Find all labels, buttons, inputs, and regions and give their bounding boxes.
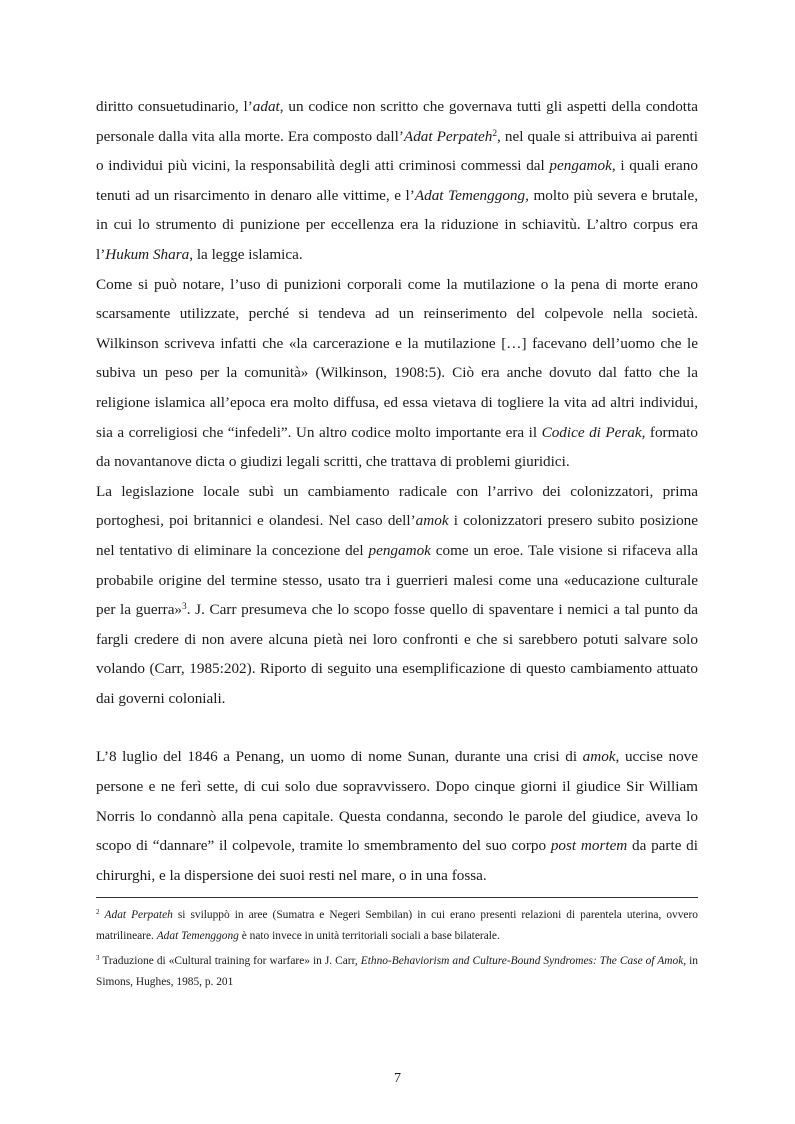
text-run: , in Simons, Hughes, 1985, p. 201: [96, 955, 699, 988]
text-run: da parte di chirurghi, e la dispersione dei suoi resti nel mare, o in una fossa.: [96, 837, 698, 884]
paragraph: [96, 742, 698, 890]
italic-text: Adat Temenggong,: [414, 186, 529, 204]
text-run: Traduzione di «Cultural training for warfare» in J. Carr,: [99, 955, 361, 967]
italic-text: Hukum Shara: [105, 245, 190, 263]
text-run: , formato da novantanove dicta o giudizi legali scritti, che trattava di problemi giuridici.: [96, 423, 698, 471]
text-run: Come si può notare, l’uso di punizioni corporali come la mutilazione o la pena di morte erano scarsamente utilizzate, perché si tendeva ad un reinserimento del colpevole nella società. Wilkinson scriveva infatti che «la carcerazione e la mutilazione […] facevano dell’uomo che le subiva un peso per la comunità» (Wilkinson, 1908:5). Ciò era anche dovuto dal fatto che la religione islamica all’epoca era molto diffusa, ed essa vietava di togliere la vita ad altri individui, sia a correligiosi che “infedeli”. Un altro codice molto importante era il: [96, 275, 698, 441]
text-run: , un codice non scritto che governava tutti gli aspetti della condotta personale dalla vita alla morte. Era composto dall’: [96, 98, 698, 145]
text-run: L’8 luglio del 1846 a Penang, un uomo di nome Sunan, durante una crisi di: [96, 748, 583, 766]
footnote-2: [96, 905, 698, 947]
italic-text: post mortem: [550, 837, 628, 855]
text-run: , uccise nove persone e ne ferì sette, di cui solo due sopravvissero. Dopo cinque giorni il giudice Sir William Norris lo condannò alla pena capitale. Questa condanna, secondo le parole del giudice, aveva lo scopo di “dannare” il colpevole, tramite lo smembramento del suo corpo: [96, 748, 699, 855]
italic-text: amok: [582, 748, 616, 766]
body-text: [96, 92, 698, 890]
italic-text: Codice di Perak: [541, 423, 642, 441]
italic-text: adat: [252, 98, 280, 115]
footnote-marker: 2: [96, 908, 100, 917]
text-run: , nel quale si attribuiva ai parenti o individui più vicini, la responsabilità degli atti criminosi commessi dal: [96, 127, 699, 175]
text-run: . J. Carr presumeva che lo scopo fosse quello di spaventare i nemici a tal punto da fargli credere di non avere alcuna pietà nei loro confronti e che si sarebbero potuti salvare solo volando (Carr, 1985:202). Riporto di seguito una esemplificazione di questo cambiamento attuato dai governi coloniali.: [96, 601, 698, 707]
page-number: 7: [394, 1071, 401, 1086]
italic-text: amok: [415, 512, 449, 530]
paragraph: [96, 477, 698, 714]
text-run: La legislazione locale subì un cambiamento radicale con l’arrivo dei colonizzatori, prima portoghesi, poi britannici e olandesi. Nel caso dell’: [96, 482, 698, 530]
text-run: si sviluppò in aree (Sumatra e Negeri Sembilan) in cui erano presenti relazioni di parentela uterina, ovvero matrilineare.: [96, 909, 698, 942]
paragraph: [96, 270, 698, 477]
paragraph: [96, 92, 698, 270]
footnote-separator: [96, 897, 698, 898]
text-run: molto più severa e brutale, in cui lo strumento di punizione per eccellenza era la riduzione in schiavitù. L’altro corpus era l’: [96, 186, 698, 263]
text-run: i colonizzatori presero subito posizione nel tentativo di eliminare la concezione del: [96, 512, 698, 559]
italic-text: Adat Perpateh: [104, 909, 173, 921]
italic-text: Ethno-Behaviorism and Culture-Bound Syndromes: The Case of Amok: [360, 955, 684, 967]
footnotes: [96, 905, 698, 997]
text-run: come un eroe. Tale visione si rifaceva alla probabile origine del termine stesso, usato tra i guerrieri malesi come una «educazione culturale per la guerra»: [96, 541, 699, 619]
italic-text: Adat Temenggong: [156, 930, 239, 942]
italic-text: Adat Perpateh: [403, 127, 493, 145]
text-run: , i quali erano tenuti ad un risarcimento in denaro alle vittime, e l’: [96, 157, 698, 204]
text-run: diritto consuetudinario, l’: [96, 98, 253, 115]
italic-text: pengamok: [368, 541, 431, 559]
text-run: , la legge islamica.: [189, 245, 303, 263]
footnote-marker: 2: [492, 128, 498, 139]
footnote-marker: 3: [182, 601, 187, 612]
footnote-marker: 3: [96, 954, 100, 963]
italic-text: pengamok: [549, 157, 612, 175]
text-run: è nato invece in unità territoriali sociali a base bilaterale.: [238, 930, 500, 942]
footnote-3: [96, 951, 698, 993]
